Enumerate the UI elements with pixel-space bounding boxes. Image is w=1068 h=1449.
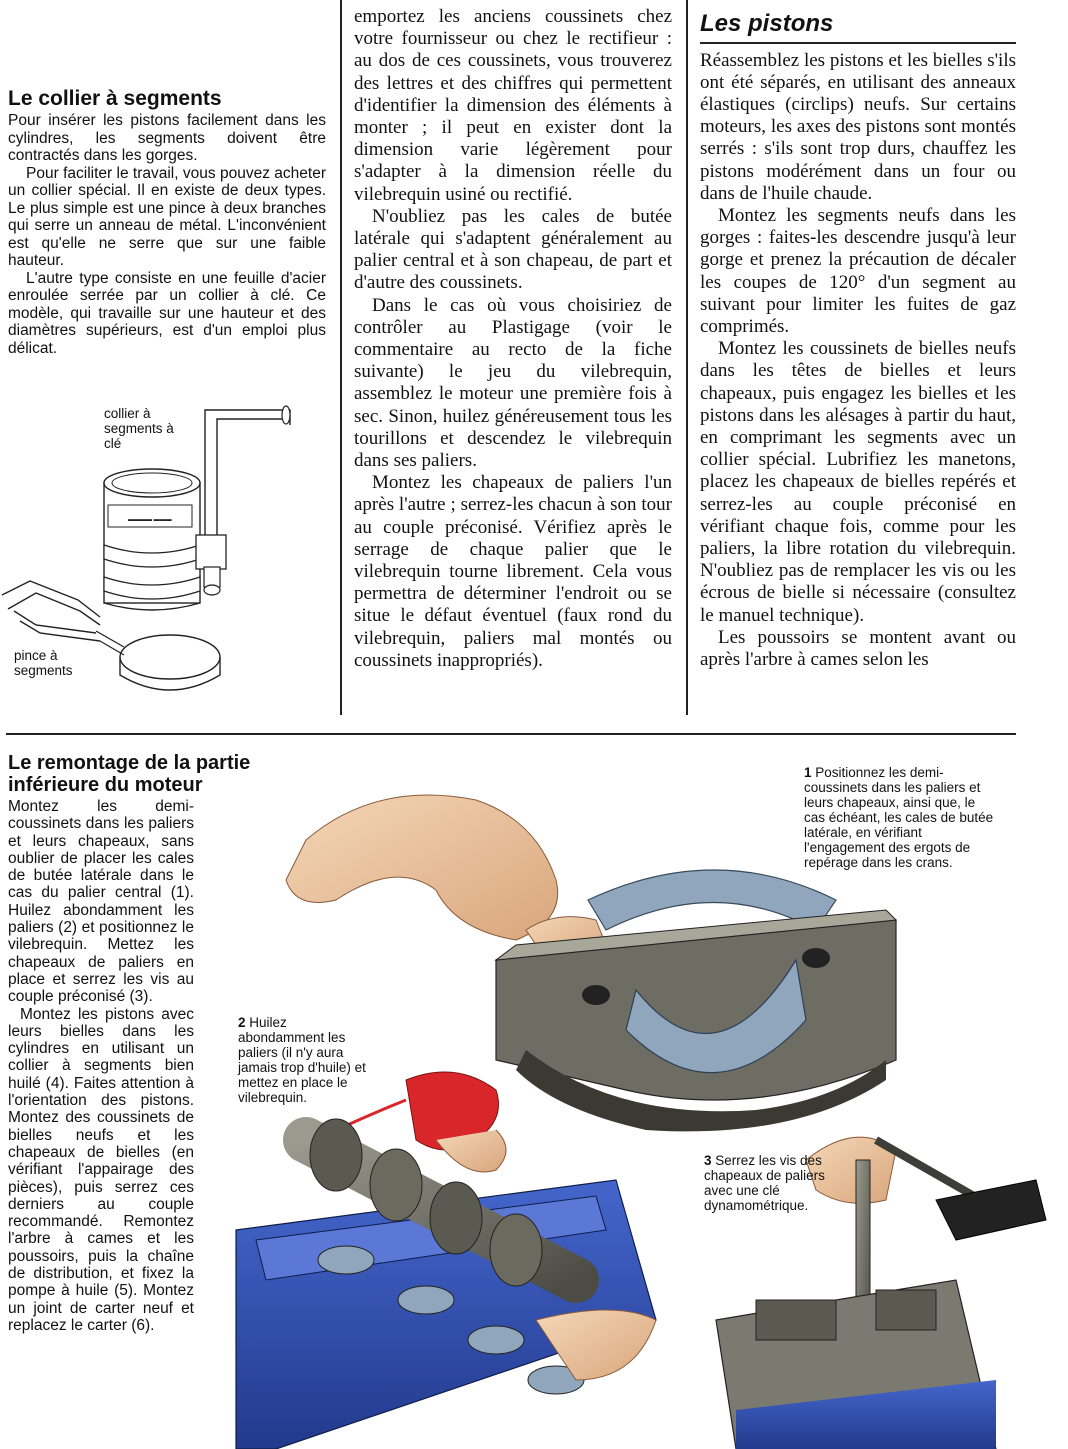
wrench-handle (205, 410, 290, 545)
label-pince: pince à segments (14, 648, 73, 678)
collier-title: Le collier à segments (8, 87, 222, 110)
caption-2-number: 2 (238, 1015, 246, 1030)
caption-2-text: Huilez abondamment les paliers (il n'y aura jamais trop d'huile) et mettez en place le vilebrequin. (238, 1015, 366, 1105)
caption-3-text: Serrez les vis des chapeaux de paliers avec une clé dynamométrique. (704, 1153, 825, 1213)
caption-2 (238, 1015, 368, 1105)
middle-paragraph: emportez les anciens coussinets chez votre fournisseur ou chez le rectifieur : au dos de ces coussinets, vous trouverez des lettres et des chiffres qui permettent d'identifier la dimension des éléments à monter ; il peut en exister dont la dimension varie légèrement pour s'adapter à la dimension réelle du vilebrequin usiné ou rectifié. (354, 6, 672, 205)
section-divider (6, 733, 1016, 735)
remontage-body (8, 798, 194, 1334)
collier-section (8, 88, 326, 357)
middle-paragraph: Montez les chapeaux de paliers l'un après l'autre ; serrez-les chacun à son tour au couple préconisé. Vérifiez après le serrage de chaque palier que le vilebrequin tourne librement. Cela vous permettra de déterminer l'endroit ou se situe le défaut éventuel (faux rond du vilebrequin, paliers mal montés ou coussinets inappropriés). (354, 472, 672, 671)
middle-paragraph: Dans le cas où vous choisiriez de contrôler au Plastigage (voir le commentaire au recto de la fiche suivante) le jeu du vilebrequin, assemblez le moteur une première fois à sec. Sinon, huilez généreusement tous les tourillons et descendez le vilebrequin dans ses paliers. (354, 294, 672, 472)
collier-paragraph: L'autre type consiste en une feuille d'acier enroulée serrée par un collier à clé. Ce modèle, qui travaille sur une hauteur et des diamètres supérieurs, est d'un emploi plus délicat. (8, 269, 326, 357)
ring-compressor-illustration (0, 395, 330, 715)
hand-top (286, 795, 558, 940)
remontage-title: Le remontage de la partie inférieure du moteur (8, 752, 251, 796)
pistons-section (700, 10, 1016, 671)
pistons-title-rule (700, 42, 1016, 44)
collier-paragraph: Pour insérer les pistons facilement dans les cylindres, les segments doivent être contractés dans les gorges. (8, 112, 326, 164)
remontage-paragraph: Montez les pistons avec leurs bielles dans les cylindres en utilisant un collier à segments bien huilé (4). Faites attention à l'orientation des pistons. Montez des coussinets de bielles neufs et les chapeaux de bielles (en vérifiant l'appairage des pièces), puis serrez ces derniers au couple recommandé. Remontez l'arbre à cames et les poussoirs, puis la chaîne de distribution, et fixez la pompe à huile (5). Montez un joint de carter neuf et replacez le carter (6). (8, 1005, 194, 1334)
pistons-paragraph: Les poussoirs se montent avant ou après l'arbre à cames selon les (700, 626, 1016, 670)
pistons-paragraph: Montez les coussinets de bielles neufs dans les têtes de bielles et leurs chapeaux, puis engagez les bielles et les pistons dans les alésages à partir du haut, en comprimant les segments avec un collier spécial. Lubrifiez les manetons, placez les chapeaux de bielles repérés et serrez-les au couple préconisé en vérifiant chaque fois, comme pour les paliers, la libre rotation du vilebrequin. N'oubliez pas de remplacer les vis ou les écrous de bielle si nécessaire (consultez le manuel technique). (700, 338, 1016, 626)
label-collier-cle: collier à segments à clé (104, 406, 174, 451)
svg-text:▬▬▬▬ ▬▬▬: ▬▬▬▬ ▬▬▬ (128, 517, 172, 523)
caption-1 (804, 765, 994, 870)
column-rule (340, 0, 342, 715)
column-rule (686, 0, 688, 715)
caption-1-text: Positionnez les demi-coussinets dans les paliers et leurs chapeaux, ainsi que, le cas échéant, les cales de butée latérale, en vérifiant l'engagement des ergots de repérage dans les crans. (804, 765, 994, 870)
middle-column (354, 6, 672, 672)
pistons-title: Les pistons (700, 10, 834, 37)
remontage-paragraph: Montez les demi-coussinets dans les paliers et leurs chapeaux, sans oublier de placer les cales de butée latérale dans le cas du palier central (1). Huilez abondamment les paliers (2) et positionnez le vilebrequin. Mettez les chapeaux de paliers en place et serrez les vis au couple préconisé (3). (8, 798, 194, 1006)
metal-ring (120, 635, 220, 679)
caption-3-number: 3 (704, 1153, 712, 1168)
collier-paragraph: Pour faciliter le travail, vous pouvez acheter un collier spécial. Il en existe de deux types. Le plus simple est une pince à deux branches qui serre un anneau de métal. L'inconvénient est qu'elle ne serre que sur une faible hauteur. (8, 164, 326, 269)
caption-1-number: 1 (804, 765, 812, 780)
pistons-paragraph: Réassemblez les pistons et les bielles s'ils ont été séparés, en utilisant des anneaux élastiques (circlips) neufs. Sur certains moteurs, les axes des pistons sont montés serrés : s'ils sont trop durs, chauffez les pistons modérément dans un four ou dans de l'huile chaude. (700, 49, 1016, 204)
caption-3 (704, 1153, 844, 1213)
pistons-paragraph: Montez les segments neufs dans les gorges : faites-les descendre jusqu'à leur gorge et prenez la précaution de décaler les coupes de 120° d'un segment au suivant pour limiter les fuites de gaz comprimés. (700, 204, 1016, 337)
middle-paragraph: N'oubliez pas les cales de butée latérale qui s'adaptent généralement au palier central et à son chapeau, de part et d'autre des coussinets. (354, 205, 672, 294)
